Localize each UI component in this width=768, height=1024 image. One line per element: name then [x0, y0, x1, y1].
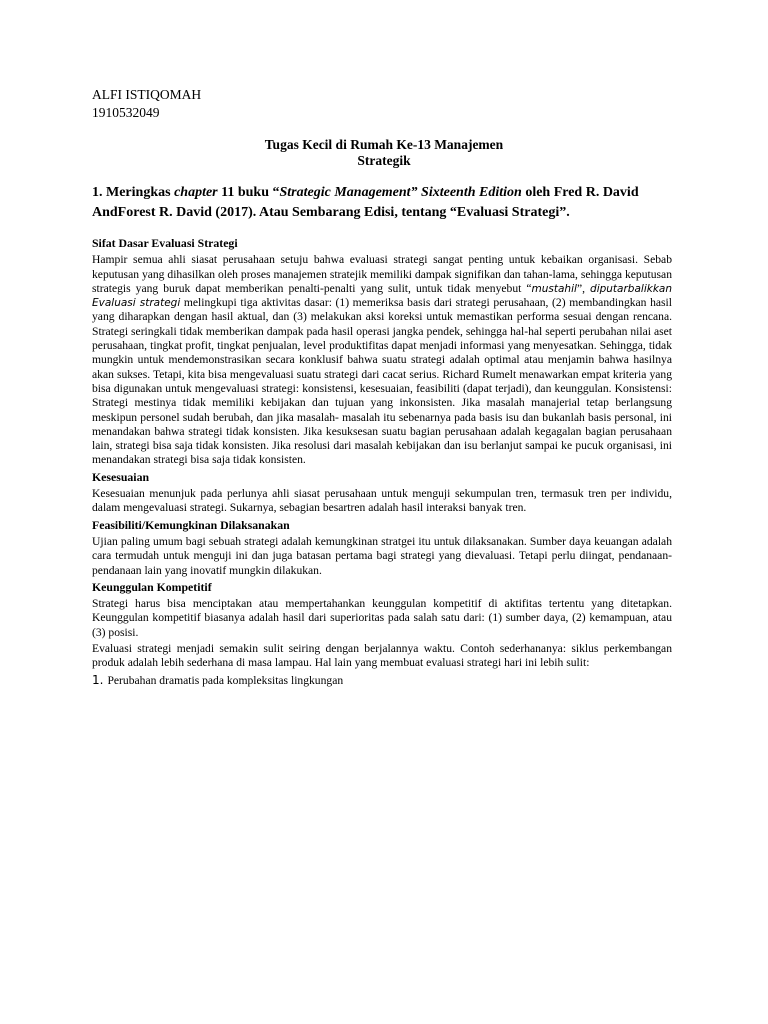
author-block [92, 86, 201, 122]
paragraph-text: melingkupi tiga aktivitas dasar: (1) memeriksa basis dari strategi perusahaan, (2) membandingkan hasil yang diharapkan dengan hasil aktual, dan (3) melakukan aksi koreksi untuk memastikan performa sesuai dengan rencana. Strategi seringkali tidak memberikan dampak pada hasil operasi jangka pendek, sehingga hal-hal seperti perubahan nilai aset perusahaan, tingkat profit, tingkat penjualan, level produktifitas dapat menjadi informasi yang menyesatkan. Sehingga, tidak mungkin untuk mendemonstrasikan secara konklusif bahwa suatu strategi adalah optimal atau menjamin bahwa hasilnya akan sukses. Tetapi, kita bisa mengevaluasi suatu strategi dari cacat serius. Richard Rumelt menawarkan empat kriteria yang bisa digunakan untuk mengevaluasi strategi: konsistensi, kesesuaian, feasibiliti (dapat terjadi), dan keunggulan. Konsistensi: Strategi mestinya tidak memiliki kebijakan dan tujuan yang inkonsisten. Jika masalah manajerial tetap berlangsung meskipun personel sudah berubah, dan jika masalah- masalah itu sebenarnya pada basis isu dan bukanlah basis personal, ini menandakan bahwa strategi tidak konsisten. Jika kesuksesan suatu bagian perusahaan adalah kegagalan bagian perusahaan lain, strategi bisa saja tidak konsisten. Jika resolusi dari masalah kebijakan dan isu berlanjut sampai ke pucuk organisasi, ini menandakan strategi bisa saja tidak konsisten. [92, 296, 672, 467]
section-heading-kesesuaian: Kesesuaian [92, 469, 150, 484]
task-chapter-word: chapter [174, 185, 218, 200]
document-title [0, 137, 768, 169]
list-number: 1. [92, 672, 104, 687]
handwritten-phrase: diputarbalikkan Evaluasi strategi [92, 282, 672, 310]
section-heading-sifat-dasar: Sifat Dasar Evaluasi Strategi [92, 236, 238, 250]
title-line-2: Strategik [357, 153, 411, 168]
section-heading-keunggulan: Keunggulan Kompetitif [92, 579, 212, 594]
paragraph-keunggulan-1: Strategi harus bisa menciptakan atau mempertahankan keunggulan kompetitif di aktifitas tertentu yang ditetapkan. Keunggulan kompetitif biasanya adalah hasil dari superioritas pada salah satu dari: (1) sumber daya, (2) kemampuan, atau (3) posisi. [92, 597, 672, 639]
author-id: 1910532049 [92, 105, 160, 120]
list-item-text: Perubahan dramatis pada kompleksitas lingkungan [107, 673, 344, 687]
section-heading-feasibiliti: Feasibiliti/Kemungkinan Dilaksanakan [92, 517, 290, 532]
paragraph-kesesuaian: Kesesuaian menunjuk pada perlunya ahli siasat perusahaan untuk menguji sekumpulan tren, termasuk tren per individu, dalam mengevaluasi strategi. Sukarnya, sebagian besartren adalah hasil interaksi banyak tren. [92, 487, 672, 515]
title-line-1: Tugas Kecil di Rumah Ke-13 Manajemen [264, 137, 504, 152]
task-mid-2: oleh Fred R. David AndForest R. David (2017). Atau Sembarang Edisi, tentang “Evaluasi Strategi”. [92, 185, 639, 220]
task-mid-1: 11 buku “ [217, 185, 280, 200]
paragraph-text: ”, [576, 281, 591, 295]
task-prefix: 1. Meringkas [92, 185, 175, 200]
handwritten-word: mustahil [531, 282, 577, 295]
author-name: ALFI ISTIQOMAH [92, 87, 202, 102]
task-statement [92, 183, 682, 223]
paragraph-keunggulan-2: Evaluasi strategi menjadi semakin sulit seiring dengan berjalannya waktu. Contoh sederhananya: siklus perkembangan produk adalah lebih sederhana di masa lampau. Hal lain yang membuat evaluasi strategi hari ini lebih sulit: [92, 642, 672, 670]
task-book-title: Strategic Management” Sixteenth Edition [279, 185, 522, 200]
list-item [92, 673, 672, 688]
paragraph-text: Hampir semua ahli siasat perusahaan setuju bahwa evaluasi strategi sangat penting untuk kebaikan organisasi. Sebab keputusan yang dihasilkan oleh proses manajemen stratejik memiliki dampak signifikan dan tahan-lama, sehingga keputusan strategis yang buruk dapat memberikan penalti-penalti yang sulit, untuk tidak menyebut “ [92, 253, 672, 295]
document-body [92, 236, 672, 688]
paragraph-sifat-dasar [92, 253, 672, 467]
paragraph-feasibiliti: Ujian paling umum bagi sebuah strategi adalah kemungkinan stratgei itu untuk dilaksanakan. Sumber daya keuangan adalah cara termudah untuk menguji ini dan juga batasan pertama bagi strategi yang dievaluasi. Tetapi perlu diingat, pendanaan- pendanaan lain yang inovatif mungkin dilakukan. [92, 534, 672, 577]
